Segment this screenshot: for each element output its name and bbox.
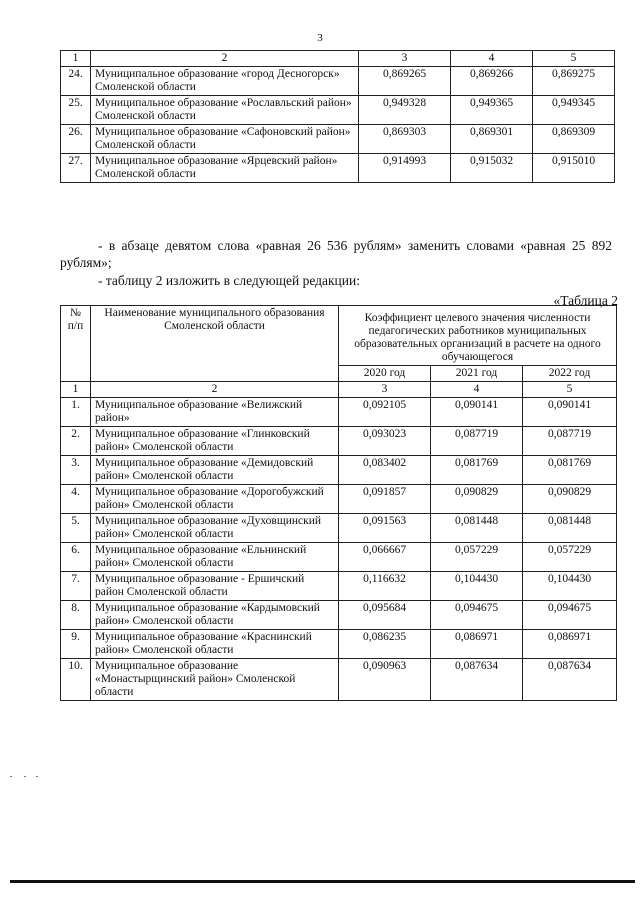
coefficient-value: 0,915010 xyxy=(533,154,615,183)
row-number: 7. xyxy=(61,572,91,601)
paragraph-replace-amount: - в абзаце девятом слова «равная 26 536 рублям» заменить словами «равная 25 892 рублям»; xyxy=(60,238,612,270)
row-number: 8. xyxy=(61,601,91,630)
table1-index-cell: 4 xyxy=(451,51,533,67)
row-number: 24. xyxy=(61,67,91,96)
coefficient-value: 0,090963 xyxy=(339,659,431,701)
coefficient-value: 0,087634 xyxy=(431,659,523,701)
coefficient-value: 0,090141 xyxy=(431,398,523,427)
municipality-name: Муниципальное образование «Велижский район» xyxy=(91,398,339,427)
row-number: 27. xyxy=(61,154,91,183)
table2-body xyxy=(61,398,617,701)
coefficient-value: 0,094675 xyxy=(431,601,523,630)
row-number: 26. xyxy=(61,125,91,154)
coefficient-value: 0,087719 xyxy=(523,427,617,456)
table2-index-cell: 3 xyxy=(339,382,431,398)
table-row xyxy=(61,485,617,514)
coefficient-value: 0,104430 xyxy=(523,572,617,601)
table-row xyxy=(61,572,617,601)
col-name-header: Наименование муниципального образования Смоленской области xyxy=(91,306,339,382)
municipality-name: Муниципальное образование «Глинковский район» Смоленской области xyxy=(91,427,339,456)
municipality-name: Муниципальное образование - Ершичский район Смоленской области xyxy=(91,572,339,601)
coefficient-value: 0,869265 xyxy=(359,67,451,96)
table2-index-cell: 2 xyxy=(91,382,339,398)
coefficient-value: 0,090829 xyxy=(431,485,523,514)
municipality-name: Муниципальное образование «Ельнинский район» Смоленской области xyxy=(91,543,339,572)
coefficient-value: 0,081448 xyxy=(523,514,617,543)
table2-index-cell: 5 xyxy=(523,382,617,398)
paragraph-table-2-intro: - таблицу 2 изложить в следующей редакции: xyxy=(98,273,360,288)
coefficient-value: 0,091563 xyxy=(339,514,431,543)
coefficient-value: 0,087634 xyxy=(523,659,617,701)
coefficient-value: 0,869309 xyxy=(533,125,615,154)
coefficient-value: 0,090829 xyxy=(523,485,617,514)
coefficient-value: 0,869275 xyxy=(533,67,615,96)
row-number: 1. xyxy=(61,398,91,427)
coefficient-value: 0,104430 xyxy=(431,572,523,601)
coefficient-value: 0,086235 xyxy=(339,630,431,659)
municipality-name: Муниципальное образование «Духовщинский район» Смоленской области xyxy=(91,514,339,543)
scan-speck xyxy=(24,776,26,777)
coefficient-value: 0,081769 xyxy=(523,456,617,485)
coefficient-value: 0,116632 xyxy=(339,572,431,601)
municipality-name: Муниципальное образование «город Десногорск» Смоленской области xyxy=(91,67,359,96)
municipality-name: Муниципальное образование «Монастырщинский район» Смоленской области xyxy=(91,659,339,701)
table-row xyxy=(61,456,617,485)
table-2-caption: «Таблица 2 xyxy=(553,293,618,308)
year-header: 2022 год xyxy=(523,366,617,382)
col-coefficient-header: Коэффициент целевого значения численности педагогических работников муниципальных образовательных организаций в расчете на одного обучающегося xyxy=(339,306,617,366)
year-header: 2020 год xyxy=(339,366,431,382)
row-number: 2. xyxy=(61,427,91,456)
table-municipal-1 xyxy=(60,50,615,183)
coefficient-value: 0,914993 xyxy=(359,154,451,183)
table1-index-cell: 2 xyxy=(91,51,359,67)
col-number-header: № п/п xyxy=(61,306,91,382)
coefficient-value: 0,094675 xyxy=(523,601,617,630)
coefficient-value: 0,083402 xyxy=(339,456,431,485)
table1-index-cell: 1 xyxy=(61,51,91,67)
table-row xyxy=(61,659,617,701)
coefficient-value: 0,090141 xyxy=(523,398,617,427)
table-row xyxy=(61,67,615,96)
municipality-name: Муниципальное образование «Ярцевский район» Смоленской области xyxy=(91,154,359,183)
coefficient-value: 0,869303 xyxy=(359,125,451,154)
row-number: 10. xyxy=(61,659,91,701)
table-row xyxy=(61,427,617,456)
coefficient-value: 0,081769 xyxy=(431,456,523,485)
municipality-name: Муниципальное образование «Краснинский район» Смоленской области xyxy=(91,630,339,659)
table-row xyxy=(61,96,615,125)
coefficient-value: 0,091857 xyxy=(339,485,431,514)
coefficient-value: 0,869301 xyxy=(451,125,533,154)
municipality-name: Муниципальное образование «Рославльский район» Смоленской области xyxy=(91,96,359,125)
coefficient-value: 0,086971 xyxy=(431,630,523,659)
table-row xyxy=(61,125,615,154)
municipality-name: Муниципальное образование «Сафоновский район» Смоленской области xyxy=(91,125,359,154)
coefficient-value: 0,066667 xyxy=(339,543,431,572)
coefficient-value: 0,086971 xyxy=(523,630,617,659)
row-number: 6. xyxy=(61,543,91,572)
row-number: 9. xyxy=(61,630,91,659)
table1-index-row xyxy=(61,51,615,67)
row-number: 5. xyxy=(61,514,91,543)
table2-index-row xyxy=(61,382,617,398)
table-row xyxy=(61,154,615,183)
table1-index-cell: 5 xyxy=(533,51,615,67)
table-row xyxy=(61,514,617,543)
municipality-name: Муниципальное образование «Дорогобужский район» Смоленской области xyxy=(91,485,339,514)
row-number: 25. xyxy=(61,96,91,125)
coefficient-value: 0,057229 xyxy=(431,543,523,572)
coefficient-value: 0,095684 xyxy=(339,601,431,630)
municipality-name: Муниципальное образование «Кардымовский район» Смоленской области xyxy=(91,601,339,630)
coefficient-value: 0,949345 xyxy=(533,96,615,125)
scan-speck xyxy=(36,776,38,777)
coefficient-value: 0,093023 xyxy=(339,427,431,456)
table2-index-cell: 4 xyxy=(431,382,523,398)
table-row xyxy=(61,543,617,572)
table1-index-cell: 3 xyxy=(359,51,451,67)
row-number: 4. xyxy=(61,485,91,514)
coefficient-value: 0,057229 xyxy=(523,543,617,572)
coefficient-value: 0,915032 xyxy=(451,154,533,183)
year-header: 2021 год xyxy=(431,366,523,382)
municipality-name: Муниципальное образование «Демидовский район» Смоленской области xyxy=(91,456,339,485)
table2-index-cell: 1 xyxy=(61,382,91,398)
table1-body xyxy=(61,67,615,183)
coefficient-value: 0,869266 xyxy=(451,67,533,96)
coefficient-value: 0,087719 xyxy=(431,427,523,456)
scan-speck xyxy=(10,776,12,777)
table2-header-row xyxy=(61,306,617,366)
coefficient-value: 0,949328 xyxy=(359,96,451,125)
coefficient-value: 0,092105 xyxy=(339,398,431,427)
table-municipal-2 xyxy=(60,305,617,701)
page-number: 3 xyxy=(317,32,323,44)
scan-edge-line xyxy=(10,880,635,883)
table-row xyxy=(61,630,617,659)
coefficient-value: 0,081448 xyxy=(431,514,523,543)
coefficient-value: 0,949365 xyxy=(451,96,533,125)
table-row xyxy=(61,601,617,630)
row-number: 3. xyxy=(61,456,91,485)
table-row xyxy=(61,398,617,427)
